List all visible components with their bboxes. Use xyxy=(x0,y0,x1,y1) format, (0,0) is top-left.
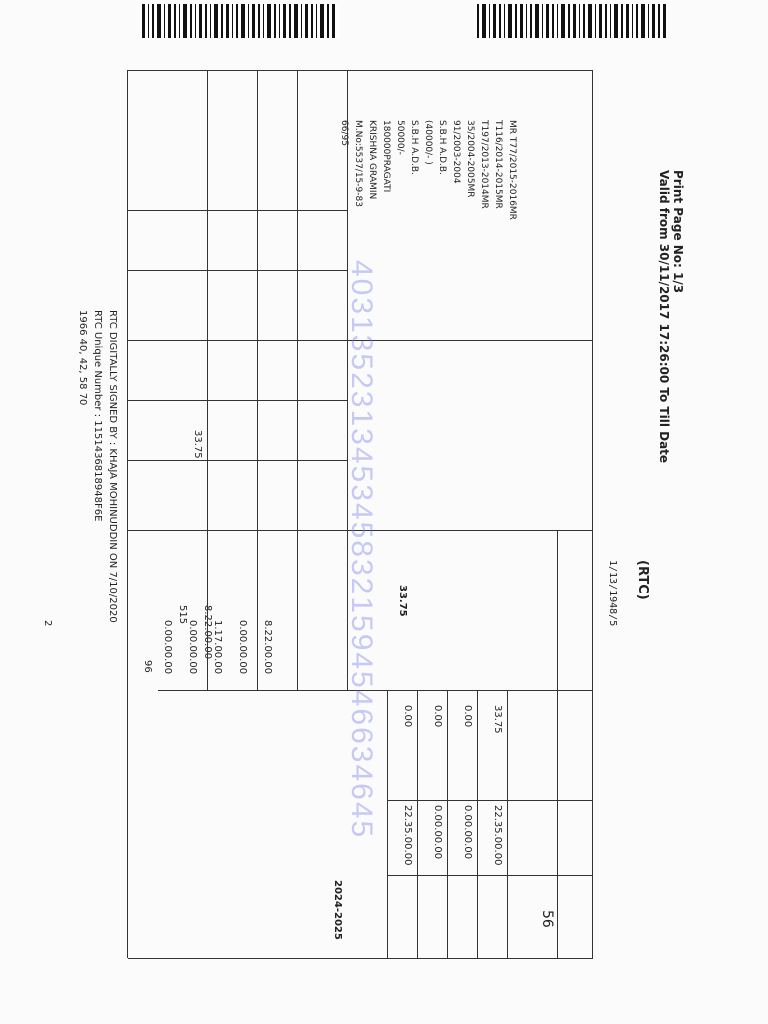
signature-note: RTC DIGITALLY SIGNED BY : KHAJA MOHINUDDIN ON 7/10/2020 xyxy=(107,310,118,623)
document-code: 1/13/1948/5 xyxy=(607,560,618,627)
owner-value: 96 xyxy=(142,660,153,673)
extent-value: 0.00 xyxy=(432,705,443,728)
summary-value: 22.35.00.00 xyxy=(492,805,503,866)
summary-value: 33.75 xyxy=(192,430,203,459)
sheet-number: 2 xyxy=(42,620,53,627)
note-line: 180000PRAGATI xyxy=(381,120,391,193)
owner-value: 515 xyxy=(177,605,188,625)
note-line: 35/2004-2005MR xyxy=(465,120,475,198)
extent-value: 0.00 xyxy=(402,705,413,728)
rtc-label: (RTC) xyxy=(635,560,650,600)
summary-value: 0.00.00.00 xyxy=(432,805,443,860)
owner-value: 8.22.00.00 xyxy=(202,605,213,660)
summary-value: 22.35.00.00 xyxy=(402,805,413,866)
note-line: T197/2013-2014MR xyxy=(479,120,489,209)
extent-value: 33.75 xyxy=(492,705,503,734)
extent-value: 0.00 xyxy=(462,705,473,728)
crop-value: 0.00.00.00 xyxy=(187,620,198,675)
note-line: 91/2003-2004 xyxy=(451,120,461,184)
crop-value: 0.00.00.00 xyxy=(162,620,173,675)
note-line: KRISHNA GRAMIN xyxy=(367,120,377,200)
note-line: M.No:5537/15-9-83 xyxy=(353,120,363,207)
note-line: T116/2014-2015MR xyxy=(493,120,503,209)
note-line: (40000/- ) xyxy=(423,120,433,165)
crop-value: 8.22.00.00 xyxy=(262,620,273,675)
note-line: S.B.H A.D.B. xyxy=(409,120,419,175)
signature-note: 1966 40, 42, 58 70 xyxy=(77,310,88,406)
validity-text: Valid from 30/11/2017 17:26:00 To Till Date xyxy=(657,170,671,464)
crop-value: 1.17.00.00 xyxy=(212,620,223,675)
summary-value: 0.00.00.00 xyxy=(462,805,473,860)
watermark: 4031352313453458321594546634645 xyxy=(345,260,378,840)
note-line: 66/95 xyxy=(339,120,349,146)
survey-number: 56 xyxy=(539,910,555,928)
total-extent: 33.75 xyxy=(397,585,408,617)
crop-value: 0.00.00.00 xyxy=(237,620,248,675)
signature-note: RTC Unique Number : 1151436818948F6E xyxy=(92,310,103,522)
note-line: S.B.H A.D.B. xyxy=(437,120,447,175)
page-number: Print Page No: 1/3 xyxy=(671,170,685,294)
note-line: MR T77/2015-2016MR xyxy=(507,120,517,220)
note-line: 50000/- xyxy=(395,120,405,155)
cultivation-year: 2024-2025 xyxy=(332,880,343,940)
